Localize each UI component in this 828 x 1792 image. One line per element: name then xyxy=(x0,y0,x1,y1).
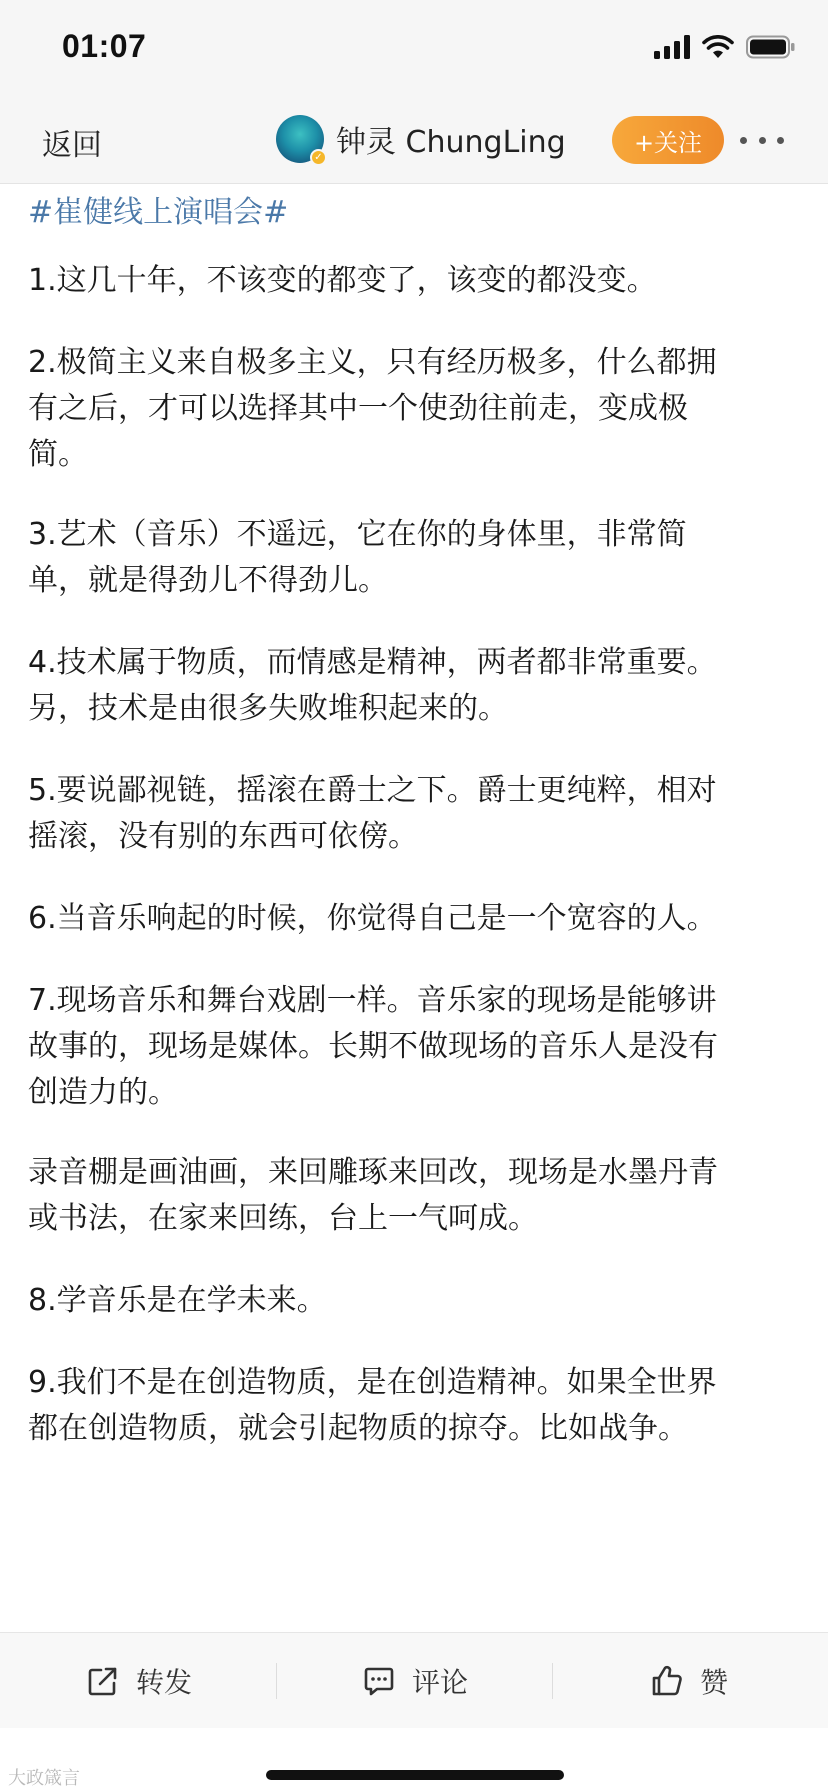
divider xyxy=(552,1663,553,1699)
follow-button[interactable]: +关注 xyxy=(612,116,724,164)
repost-label: 转发 xyxy=(136,1666,193,1699)
post-line: 6.当音乐响起的时候，你觉得自己是一个宽容的人。 xyxy=(28,901,717,936)
post-body xyxy=(0,184,828,1632)
verified-badge-icon: ✓ xyxy=(310,149,327,166)
post-line: 9.我们不是在创造物质，是在创造精神。如果全世界 xyxy=(28,1365,717,1400)
more-dot xyxy=(759,137,766,144)
watermark: 大政箴言 xyxy=(8,1768,80,1789)
home-indicator[interactable] xyxy=(266,1770,564,1780)
nav-bar xyxy=(0,100,828,184)
comment-label: 评论 xyxy=(412,1666,469,1699)
avatar[interactable] xyxy=(276,115,324,163)
comment-button[interactable] xyxy=(362,1633,468,1729)
post-line: 2.极简主义来自极多主义，只有经历极多，什么都拥 xyxy=(28,345,717,380)
like-label: 赞 xyxy=(700,1666,729,1699)
post-line: 1.这几十年，不该变的都变了，该变的都没变。 xyxy=(28,263,657,298)
post-line: 单，就是得劲儿不得劲儿。 xyxy=(28,563,388,598)
post-line: 8.学音乐是在学未来。 xyxy=(28,1283,327,1318)
post-line: 5.要说鄙视链，摇滚在爵士之下。爵士更纯粹，相对 xyxy=(28,773,717,808)
like-icon xyxy=(650,1664,684,1698)
post-line: 有之后，才可以选择其中一个使劲往前走，变成极 xyxy=(28,391,688,426)
more-dot xyxy=(740,137,747,144)
wifi-icon xyxy=(702,35,734,63)
hashtag-link[interactable]: #崔健线上演唱会# xyxy=(28,195,289,230)
post-line: 故事的，现场是媒体。长期不做现场的音乐人是没有 xyxy=(28,1029,718,1064)
post-line: 4.技术属于物质，而情感是精神，两者都非常重要。 xyxy=(28,645,717,680)
post-line: 都在创造物质，就会引起物质的掠夺。比如战争。 xyxy=(28,1411,688,1446)
username[interactable]: 钟灵 ChungLing xyxy=(336,125,566,160)
status-bar xyxy=(0,0,828,100)
post-line: 录音棚是画油画，来回雕琢来回改，现场是水墨丹青 xyxy=(28,1155,718,1190)
status-icons xyxy=(654,34,796,64)
repost-button[interactable] xyxy=(86,1633,192,1729)
repost-icon xyxy=(86,1664,120,1698)
battery-icon xyxy=(746,35,796,63)
action-bar xyxy=(0,1632,828,1728)
divider xyxy=(276,1663,277,1699)
post-line: 摇滚，没有别的东西可依傍。 xyxy=(28,819,418,854)
more-dot xyxy=(777,137,784,144)
back-button[interactable]: 返回 xyxy=(42,128,102,163)
status-time: 01:07 xyxy=(62,28,147,64)
like-button[interactable] xyxy=(650,1633,728,1729)
post-line: 另，技术是由很多失败堆积起来的。 xyxy=(28,691,508,726)
post-line: 7.现场音乐和舞台戏剧一样。音乐家的现场是能够讲 xyxy=(28,983,717,1018)
post-line: 3.艺术（音乐）不遥远，它在你的身体里，非常简 xyxy=(28,517,687,552)
post-line: 简。 xyxy=(28,437,88,472)
nav-user[interactable] xyxy=(276,114,566,164)
home-bar-area xyxy=(0,1728,828,1792)
signal-icon xyxy=(654,35,690,63)
post-line: 或书法，在家来回练，台上一气呵成。 xyxy=(28,1201,538,1236)
comment-icon xyxy=(362,1664,396,1698)
post-line: 创造力的。 xyxy=(28,1075,178,1110)
more-icon[interactable] xyxy=(734,122,790,158)
